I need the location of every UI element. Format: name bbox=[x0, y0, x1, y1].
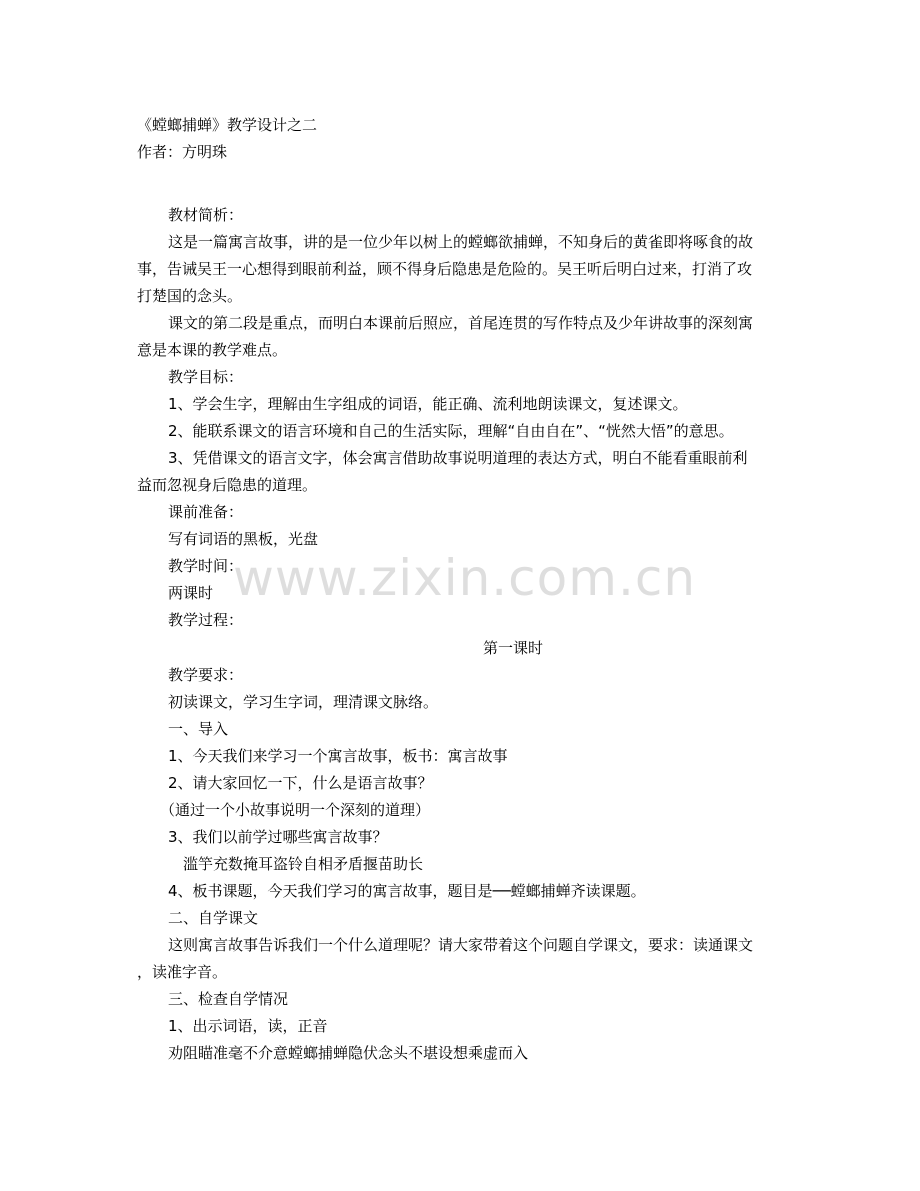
section-heading: 教材简析： bbox=[168, 206, 244, 224]
paragraph-line: 初读课文，学习生字词，理清课文脉络。 bbox=[168, 693, 439, 711]
lesson-heading: 第一课时 bbox=[483, 639, 544, 657]
paragraph-line: 打楚国的念头。 bbox=[137, 287, 243, 305]
paragraph-line: （通过一个小故事说明一个深刻的道理） bbox=[160, 801, 431, 819]
list-item: 3、凭借课文的语言文字，体会寓言借助故事说明道理的表达方式，明白不能看重眼前利 bbox=[168, 449, 748, 467]
section-heading: 一、导入 bbox=[168, 720, 229, 738]
author-line: 作者：方明珠 bbox=[137, 143, 228, 161]
paragraph-line: 两课时 bbox=[168, 584, 214, 602]
watermark: www.zixin.com.cn bbox=[233, 549, 697, 607]
paragraph-line: 劝阻瞄准毫不介意螳螂捕蝉隐伏念头不堪设想乘虚而入 bbox=[168, 1044, 529, 1062]
section-heading: 二、自学课文 bbox=[168, 909, 259, 927]
list-item: 1、学会生字，理解由生字组成的词语，能正确、流利地朗读课文，复述课文。 bbox=[168, 395, 688, 413]
paragraph-line: ，读准字音。 bbox=[137, 963, 228, 981]
section-heading: 教学过程： bbox=[168, 611, 244, 629]
list-item: 1、出示词语，读，正音 bbox=[168, 1017, 328, 1035]
section-heading: 教学目标： bbox=[168, 368, 244, 386]
list-item: 2、能联系课文的语言环境和自己的生活实际，理解“自由自在”、“恍然大悟”的意思。 bbox=[168, 422, 734, 440]
paragraph-line: 益而忽视身后隐患的道理。 bbox=[137, 476, 318, 494]
paragraph-line: 事，告诫吴王一心想得到眼前利益，顾不得身后隐患是危险的。吴王听后明白过来，打消了攻 bbox=[137, 260, 753, 278]
section-heading: 课前准备： bbox=[168, 503, 244, 521]
section-heading: 三、检查自学情况 bbox=[168, 990, 289, 1008]
paragraph-line: 意是本课的教学难点。 bbox=[137, 341, 288, 359]
paragraph-line: 这则寓言故事告诉我们一个什么道理呢？请大家带着这个问题自学课文，要求：读通课文 bbox=[168, 936, 754, 954]
section-heading: 教学时间： bbox=[168, 557, 244, 575]
list-item: 3、我们以前学过哪些寓言故事？ bbox=[168, 828, 388, 846]
paragraph-line: 滥竽充数掩耳盗铃自相矛盾揠苗助长 bbox=[183, 855, 424, 873]
list-item: 2、请大家回忆一下，什么是语言故事？ bbox=[168, 774, 433, 792]
list-item: 1、今天我们来学习一个寓言故事，板书：寓言故事 bbox=[168, 747, 508, 765]
section-heading: 教学要求： bbox=[168, 666, 244, 684]
list-item: 4、板书课题，今天我们学习的寓言故事，题目是──螳螂捕蝉齐读课题。 bbox=[168, 882, 646, 900]
document-title: 《螳螂捕蝉》教学设计之二 bbox=[137, 116, 318, 134]
paragraph-line: 这是一篇寓言故事，讲的是一位少年以树上的螳螂欲捕蝉，不知身后的黄雀即将啄食的故 bbox=[168, 233, 754, 251]
paragraph-line: 写有词语的黑板，光盘 bbox=[168, 530, 319, 548]
paragraph-line: 课文的第二段是重点，而明白本课前后照应，首尾连贯的写作特点及少年讲故事的深刻寓 bbox=[168, 314, 754, 332]
